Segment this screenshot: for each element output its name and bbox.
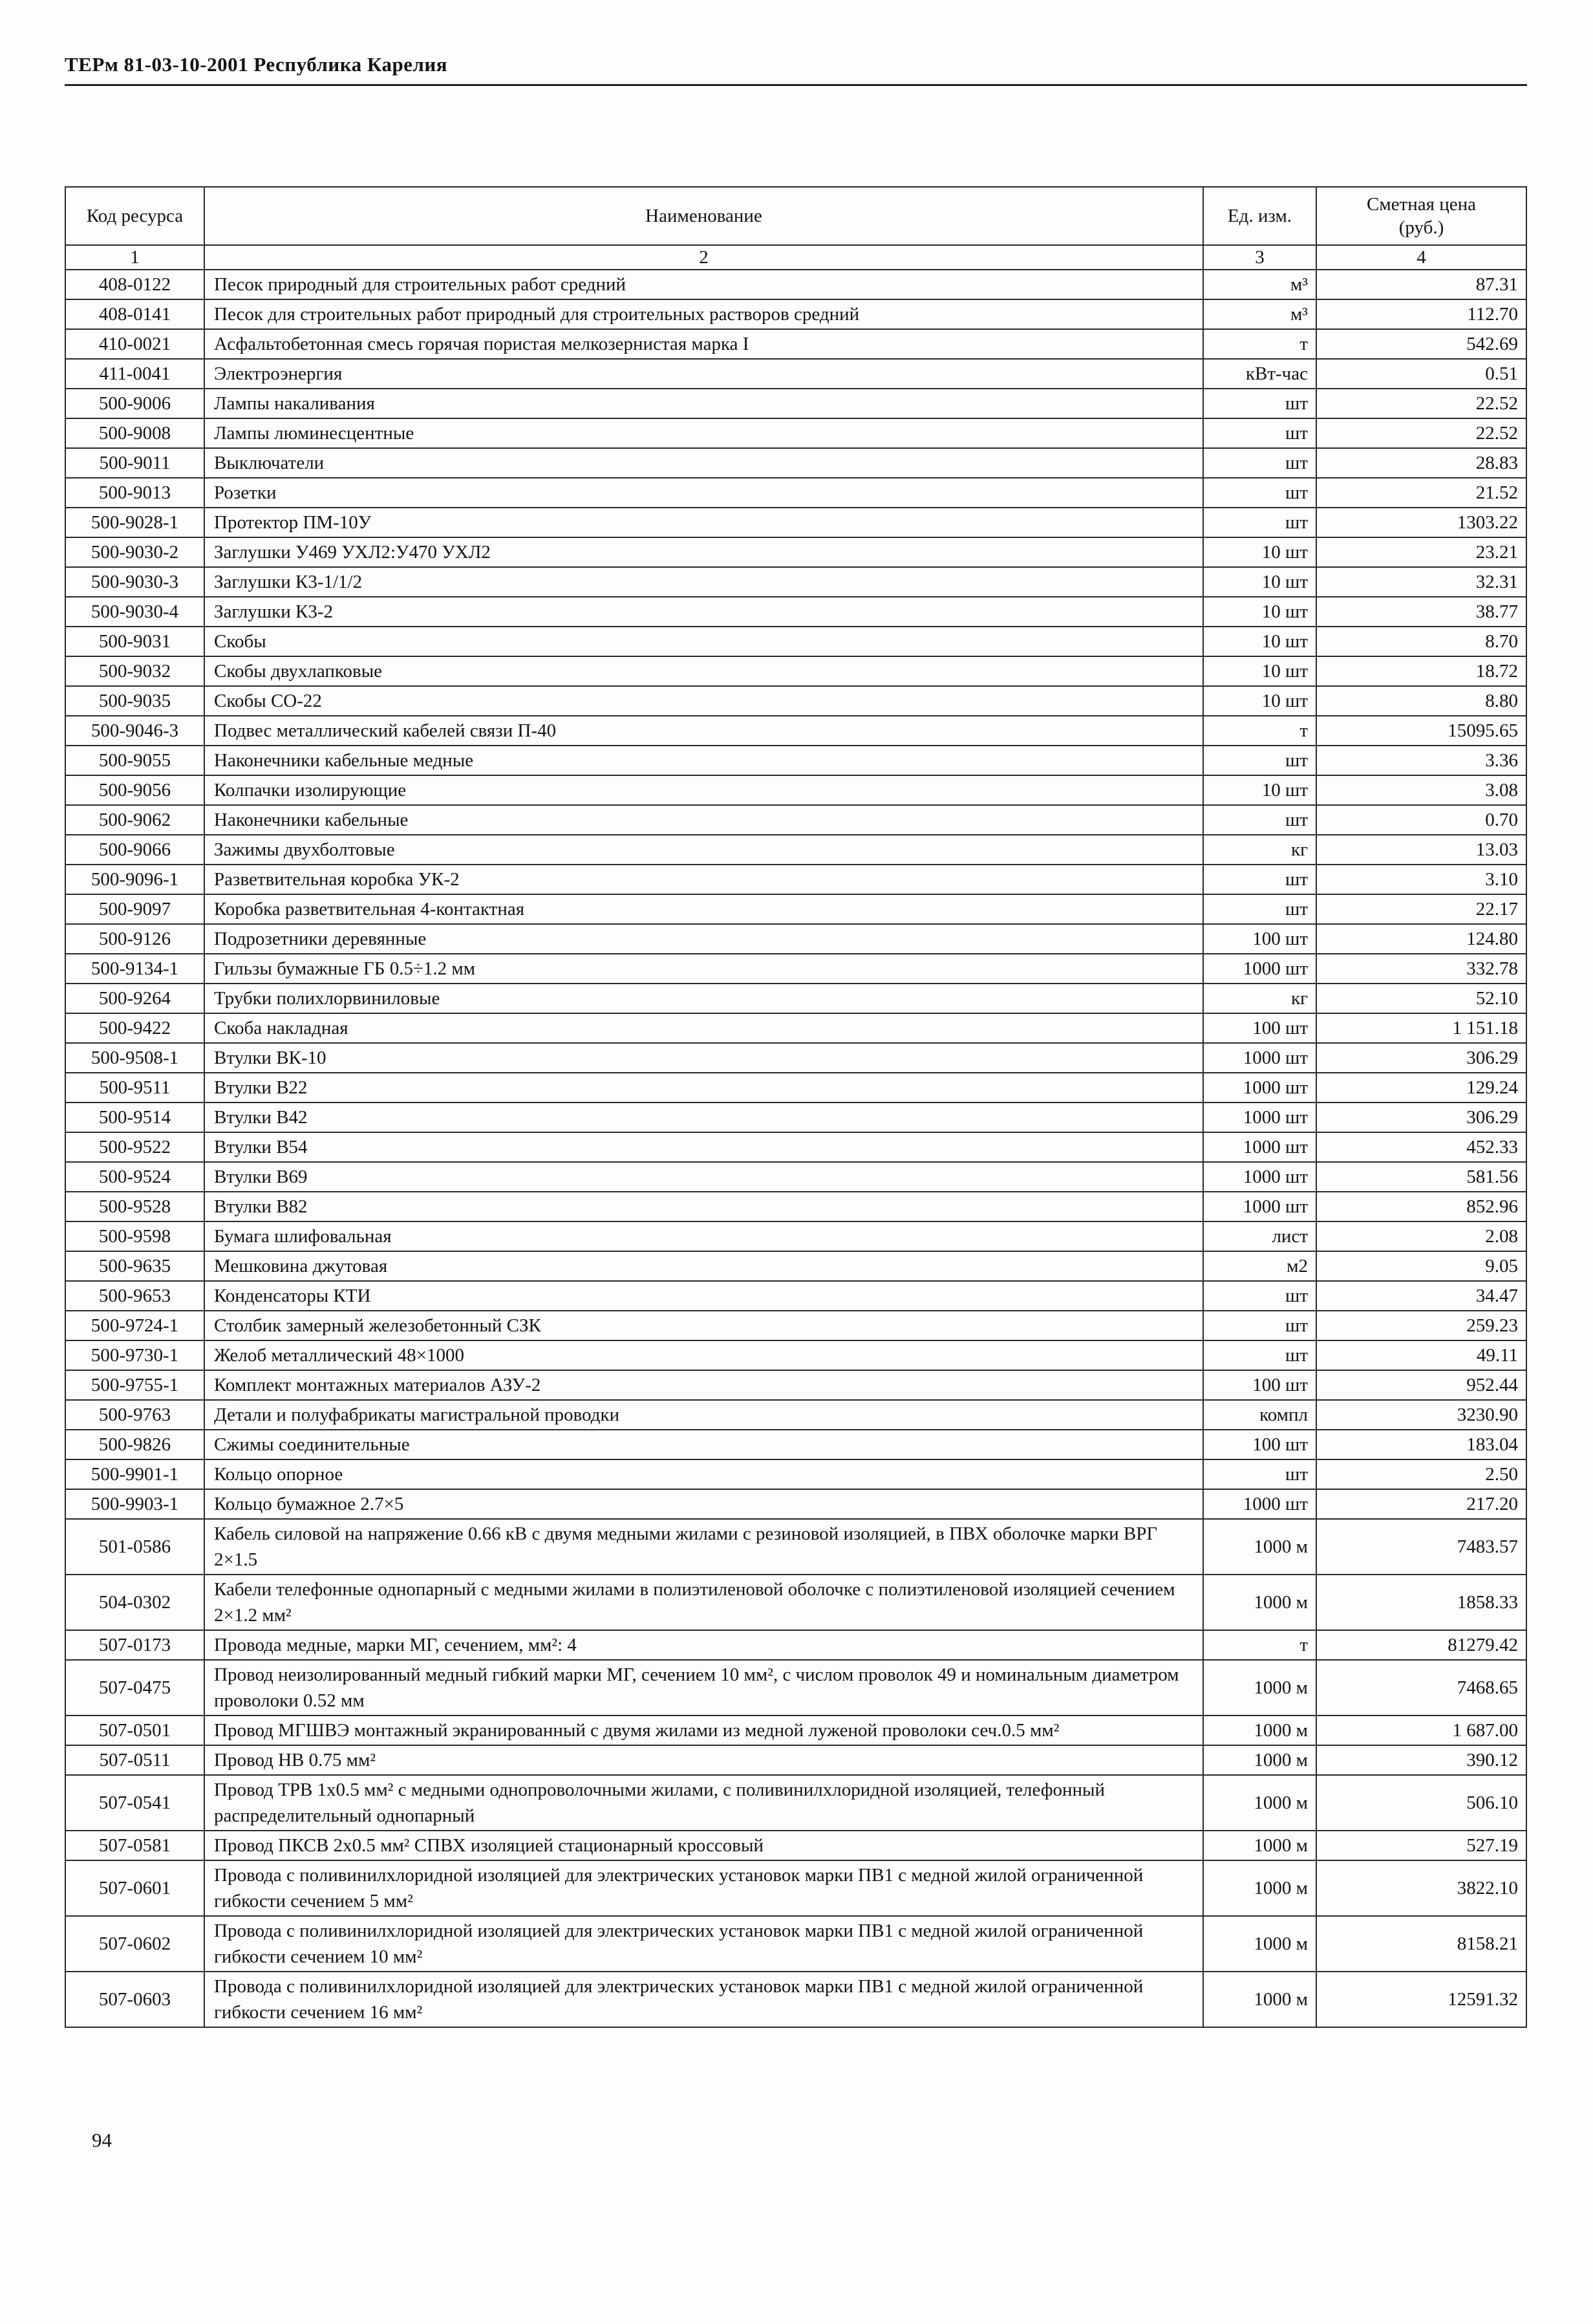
table-row <box>65 537 1526 567</box>
cell-resource-name: Кабель силовой на напряжение 0.66 кВ с двумя медными жилами с резиновой изоляцией, в ПВХ оболочке марки ВРГ 2×1.5 <box>204 1519 1203 1575</box>
cell-price: 49.11 <box>1316 1340 1526 1370</box>
cell-unit: т <box>1203 716 1316 746</box>
cell-price: 542.69 <box>1316 329 1526 359</box>
cell-unit: шт <box>1203 746 1316 775</box>
cell-resource-name: Подвес металлический кабелей связи П-40 <box>204 716 1203 746</box>
cell-resource-name: Трубки полихлорвиниловые <box>204 984 1203 1013</box>
cell-unit: м³ <box>1203 299 1316 329</box>
cell-price: 32.31 <box>1316 567 1526 597</box>
cell-price: 1858.33 <box>1316 1575 1526 1630</box>
table-row <box>65 1221 1526 1251</box>
cell-resource-code: 410-0021 <box>65 329 204 359</box>
cell-unit: шт <box>1203 1459 1316 1489</box>
cell-resource-code: 500-9903-1 <box>65 1489 204 1519</box>
cell-unit: 10 шт <box>1203 686 1316 716</box>
cell-resource-code: 507-0541 <box>65 1775 204 1831</box>
cell-price: 87.31 <box>1316 270 1526 299</box>
cell-resource-name: Лампы люминесцентные <box>204 418 1203 448</box>
cell-resource-name: Провод неизолированный медный гибкий марки МГ, сечением 10 мм², с числом проволок 49 и номинальным диаметром проволоки 0.52 мм <box>204 1660 1203 1716</box>
table-row <box>65 1013 1526 1043</box>
cell-resource-name: Заглушки К3-2 <box>204 597 1203 627</box>
cell-unit: кВт-час <box>1203 359 1316 389</box>
cell-resource-code: 500-9006 <box>65 389 204 418</box>
cell-unit: 1000 м <box>1203 1775 1316 1831</box>
cell-resource-code: 500-9724-1 <box>65 1311 204 1340</box>
cell-resource-name: Столбик замерный железобетонный СЗК <box>204 1311 1203 1340</box>
cell-resource-name: Розетки <box>204 478 1203 508</box>
table-row <box>65 1400 1526 1430</box>
cell-resource-name: Втулки В54 <box>204 1132 1203 1162</box>
cell-price: 306.29 <box>1316 1043 1526 1073</box>
table-row <box>65 716 1526 746</box>
cell-unit: 1000 шт <box>1203 954 1316 984</box>
cell-price: 8158.21 <box>1316 1916 1526 1972</box>
cell-price: 3.10 <box>1316 865 1526 894</box>
cell-unit: 1000 шт <box>1203 1192 1316 1221</box>
cell-price: 7468.65 <box>1316 1660 1526 1716</box>
cell-resource-code: 500-9008 <box>65 418 204 448</box>
cell-unit: кг <box>1203 835 1316 865</box>
cell-resource-name: Конденсаторы КТИ <box>204 1281 1203 1311</box>
cell-unit: 1000 м <box>1203 1860 1316 1916</box>
table-row <box>65 1775 1526 1831</box>
cell-price: 183.04 <box>1316 1430 1526 1459</box>
cell-price: 52.10 <box>1316 984 1526 1013</box>
cell-resource-code: 507-0602 <box>65 1916 204 1972</box>
cell-unit: м³ <box>1203 270 1316 299</box>
cell-unit: шт <box>1203 865 1316 894</box>
cell-resource-name: Бумага шлифовальная <box>204 1221 1203 1251</box>
cell-resource-code: 500-9522 <box>65 1132 204 1162</box>
cell-resource-code: 500-9030-4 <box>65 597 204 627</box>
cell-price: 3230.90 <box>1316 1400 1526 1430</box>
table-row <box>65 1311 1526 1340</box>
table-row <box>65 1459 1526 1489</box>
table-row <box>65 1430 1526 1459</box>
cell-price: 7483.57 <box>1316 1519 1526 1575</box>
cell-resource-name: Протектор ПМ-10У <box>204 508 1203 537</box>
cell-resource-code: 500-9028-1 <box>65 508 204 537</box>
cell-resource-name: Асфальтобетонная смесь горячая пористая мелкозернистая марка I <box>204 329 1203 359</box>
cell-unit: т <box>1203 1630 1316 1660</box>
cell-resource-code: 500-9763 <box>65 1400 204 1430</box>
cell-unit: 1000 м <box>1203 1831 1316 1860</box>
table-row <box>65 746 1526 775</box>
cell-price: 306.29 <box>1316 1103 1526 1132</box>
cell-unit: 100 шт <box>1203 1370 1316 1400</box>
cell-price: 217.20 <box>1316 1489 1526 1519</box>
cell-unit: 10 шт <box>1203 775 1316 805</box>
table-row <box>65 418 1526 448</box>
resource-table <box>65 186 1527 2028</box>
cell-price: 332.78 <box>1316 954 1526 984</box>
table-row <box>65 1281 1526 1311</box>
table-row <box>65 984 1526 1013</box>
column-header-unit: Ед. изм. <box>1203 187 1316 245</box>
cell-unit: шт <box>1203 448 1316 478</box>
table-row <box>65 508 1526 537</box>
document-header <box>65 53 1527 86</box>
table-row <box>65 656 1526 686</box>
cell-resource-name: Кольцо опорное <box>204 1459 1203 1489</box>
cell-unit: шт <box>1203 805 1316 835</box>
table-row <box>65 1831 1526 1860</box>
column-header-name: Наименование <box>204 187 1203 245</box>
cell-unit: шт <box>1203 894 1316 924</box>
table-row <box>65 1660 1526 1716</box>
resource-table-body <box>65 270 1526 2027</box>
cell-price: 28.83 <box>1316 448 1526 478</box>
cell-resource-name: Песок для строительных работ природный для строительных растворов средний <box>204 299 1203 329</box>
cell-resource-code: 500-9013 <box>65 478 204 508</box>
cell-price: 112.70 <box>1316 299 1526 329</box>
cell-resource-code: 507-0501 <box>65 1716 204 1745</box>
cell-unit: 100 шт <box>1203 1430 1316 1459</box>
cell-resource-code: 500-9062 <box>65 805 204 835</box>
table-row <box>65 1575 1526 1630</box>
table-row <box>65 1630 1526 1660</box>
cell-resource-code: 501-0586 <box>65 1519 204 1575</box>
table-row <box>65 1043 1526 1073</box>
cell-resource-name: Мешковина джутовая <box>204 1251 1203 1281</box>
cell-resource-code: 500-9511 <box>65 1073 204 1103</box>
table-row <box>65 1916 1526 1972</box>
cell-resource-code: 507-0603 <box>65 1972 204 2027</box>
cell-unit: 1000 м <box>1203 1519 1316 1575</box>
cell-resource-name: Втулки В42 <box>204 1103 1203 1132</box>
cell-unit: 1000 шт <box>1203 1043 1316 1073</box>
table-row <box>65 1860 1526 1916</box>
cell-resource-name: Детали и полуфабрикаты магистральной проводки <box>204 1400 1203 1430</box>
table-header-row <box>65 187 1526 245</box>
table-row <box>65 627 1526 656</box>
cell-unit: шт <box>1203 1281 1316 1311</box>
cell-unit: 1000 м <box>1203 1972 1316 2027</box>
document-title: ТЕРм 81-03-10-2001 Республика Карелия <box>65 53 447 76</box>
table-row <box>65 478 1526 508</box>
cell-resource-name: Комплект монтажных материалов АЗУ-2 <box>204 1370 1203 1400</box>
cell-unit: 100 шт <box>1203 924 1316 954</box>
cell-price: 3.36 <box>1316 746 1526 775</box>
column-header-price-line2: (руб.) <box>1398 217 1444 238</box>
cell-unit: 10 шт <box>1203 627 1316 656</box>
table-row <box>65 1340 1526 1370</box>
cell-resource-code: 500-9030-2 <box>65 537 204 567</box>
cell-resource-name: Втулки ВК-10 <box>204 1043 1203 1073</box>
table-row <box>65 805 1526 835</box>
cell-resource-name: Провода с поливинилхлоридной изоляцией для электрических установок марки ПВ1 с медной жилой ограниченной гибкости сечением 5 мм² <box>204 1860 1203 1916</box>
cell-unit: шт <box>1203 508 1316 537</box>
cell-resource-name: Колпачки изолирующие <box>204 775 1203 805</box>
cell-price: 581.56 <box>1316 1162 1526 1192</box>
column-number-2: 2 <box>204 245 1203 270</box>
cell-resource-name: Провода с поливинилхлоридной изоляцией для электрических установок марки ПВ1 с медной жилой ограниченной гибкости сечением 16 мм² <box>204 1972 1203 2027</box>
cell-resource-name: Наконечники кабельные медные <box>204 746 1203 775</box>
cell-resource-code: 500-9264 <box>65 984 204 1013</box>
cell-resource-code: 500-9508-1 <box>65 1043 204 1073</box>
cell-resource-code: 500-9598 <box>65 1221 204 1251</box>
table-row <box>65 270 1526 299</box>
table-row <box>65 1489 1526 1519</box>
cell-price: 0.70 <box>1316 805 1526 835</box>
cell-resource-name: Втулки В22 <box>204 1073 1203 1103</box>
cell-resource-name: Провода с поливинилхлоридной изоляцией для электрических установок марки ПВ1 с медной жилой ограниченной гибкости сечением 10 мм² <box>204 1916 1203 1972</box>
cell-resource-code: 500-9097 <box>65 894 204 924</box>
cell-resource-code: 500-9755-1 <box>65 1370 204 1400</box>
table-row <box>65 1103 1526 1132</box>
table-row <box>65 835 1526 865</box>
cell-unit: 100 шт <box>1203 1013 1316 1043</box>
cell-price: 2.08 <box>1316 1221 1526 1251</box>
cell-unit: 1000 шт <box>1203 1073 1316 1103</box>
cell-resource-code: 507-0511 <box>65 1745 204 1775</box>
table-row <box>65 1073 1526 1103</box>
cell-unit: шт <box>1203 1340 1316 1370</box>
table-row <box>65 329 1526 359</box>
cell-price: 15095.65 <box>1316 716 1526 746</box>
cell-resource-name: Электроэнергия <box>204 359 1203 389</box>
cell-resource-code: 500-9030-3 <box>65 567 204 597</box>
cell-resource-code: 507-0581 <box>65 1831 204 1860</box>
column-header-price-line1: Сметная цена <box>1366 194 1476 215</box>
cell-unit: 1000 м <box>1203 1916 1316 1972</box>
table-row <box>65 359 1526 389</box>
cell-unit: 1000 шт <box>1203 1132 1316 1162</box>
cell-price: 38.77 <box>1316 597 1526 627</box>
cell-price: 12591.32 <box>1316 1972 1526 2027</box>
cell-price: 81279.42 <box>1316 1630 1526 1660</box>
cell-resource-code: 500-9055 <box>65 746 204 775</box>
cell-resource-code: 500-9066 <box>65 835 204 865</box>
cell-resource-name: Заглушки У469 УХЛ2:У470 УХЛ2 <box>204 537 1203 567</box>
cell-unit: т <box>1203 329 1316 359</box>
cell-price: 34.47 <box>1316 1281 1526 1311</box>
cell-resource-code: 500-9031 <box>65 627 204 656</box>
cell-resource-code: 500-9524 <box>65 1162 204 1192</box>
cell-resource-name: Провод НВ 0.75 мм² <box>204 1745 1203 1775</box>
cell-resource-code: 507-0173 <box>65 1630 204 1660</box>
cell-resource-code: 500-9046-3 <box>65 716 204 746</box>
cell-unit: 1000 м <box>1203 1660 1316 1716</box>
cell-resource-name: Скобы СО-22 <box>204 686 1203 716</box>
cell-unit: 10 шт <box>1203 537 1316 567</box>
table-row <box>65 1370 1526 1400</box>
cell-resource-name: Кольцо бумажное 2.7×5 <box>204 1489 1203 1519</box>
cell-resource-code: 500-9032 <box>65 656 204 686</box>
cell-resource-code: 500-9056 <box>65 775 204 805</box>
cell-price: 23.21 <box>1316 537 1526 567</box>
cell-unit: компл <box>1203 1400 1316 1430</box>
column-number-row <box>65 245 1526 270</box>
table-row <box>65 1972 1526 2027</box>
table-row <box>65 1251 1526 1281</box>
table-row <box>65 1716 1526 1745</box>
cell-resource-name: Коробка разветвительная 4-контактная <box>204 894 1203 924</box>
cell-price: 952.44 <box>1316 1370 1526 1400</box>
cell-resource-code: 500-9422 <box>65 1013 204 1043</box>
cell-resource-code: 500-9528 <box>65 1192 204 1221</box>
cell-resource-name: Провод ПКСВ 2х0.5 мм² СПВХ изоляцией стационарный кроссовый <box>204 1831 1203 1860</box>
cell-price: 527.19 <box>1316 1831 1526 1860</box>
cell-unit: м2 <box>1203 1251 1316 1281</box>
cell-resource-code: 500-9730-1 <box>65 1340 204 1370</box>
cell-resource-code: 500-9011 <box>65 448 204 478</box>
cell-price: 1303.22 <box>1316 508 1526 537</box>
cell-resource-code: 504-0302 <box>65 1575 204 1630</box>
cell-resource-name: Скоба накладная <box>204 1013 1203 1043</box>
cell-resource-name: Кабели телефонные однопарный с медными жилами в полиэтиленовой оболочке с полиэтиленовой изоляцией сечением 2×1.2 мм² <box>204 1575 1203 1630</box>
cell-resource-name: Втулки В82 <box>204 1192 1203 1221</box>
table-row <box>65 775 1526 805</box>
cell-resource-name: Выключатели <box>204 448 1203 478</box>
cell-price: 124.80 <box>1316 924 1526 954</box>
cell-price: 259.23 <box>1316 1311 1526 1340</box>
table-row <box>65 686 1526 716</box>
cell-unit: 1000 м <box>1203 1575 1316 1630</box>
table-row <box>65 924 1526 954</box>
cell-price: 390.12 <box>1316 1745 1526 1775</box>
cell-price: 13.03 <box>1316 835 1526 865</box>
table-row <box>65 299 1526 329</box>
cell-resource-code: 507-0475 <box>65 1660 204 1716</box>
cell-resource-code: 500-9826 <box>65 1430 204 1459</box>
table-row <box>65 1745 1526 1775</box>
column-number-4: 4 <box>1316 245 1526 270</box>
cell-unit: 10 шт <box>1203 597 1316 627</box>
cell-price: 18.72 <box>1316 656 1526 686</box>
column-number-1: 1 <box>65 245 204 270</box>
cell-price: 2.50 <box>1316 1459 1526 1489</box>
cell-resource-code: 500-9134-1 <box>65 954 204 984</box>
cell-unit: шт <box>1203 418 1316 448</box>
cell-unit: кг <box>1203 984 1316 1013</box>
cell-resource-name: Провода медные, марки МГ, сечением, мм²: 4 <box>204 1630 1203 1660</box>
cell-price: 506.10 <box>1316 1775 1526 1831</box>
cell-unit: 1000 шт <box>1203 1489 1316 1519</box>
table-row <box>65 389 1526 418</box>
cell-price: 22.52 <box>1316 418 1526 448</box>
column-header-code: Код ресурса <box>65 187 204 245</box>
cell-resource-name: Песок природный для строительных работ средний <box>204 270 1203 299</box>
cell-resource-name: Разветвительная коробка УК-2 <box>204 865 1203 894</box>
cell-resource-code: 507-0601 <box>65 1860 204 1916</box>
table-row <box>65 1162 1526 1192</box>
table-row <box>65 448 1526 478</box>
cell-unit: 1000 м <box>1203 1745 1316 1775</box>
cell-resource-code: 500-9126 <box>65 924 204 954</box>
cell-resource-name: Гильзы бумажные ГБ 0.5÷1.2 мм <box>204 954 1203 984</box>
cell-price: 8.80 <box>1316 686 1526 716</box>
cell-resource-code: 408-0141 <box>65 299 204 329</box>
column-header-price <box>1316 187 1526 245</box>
cell-price: 3822.10 <box>1316 1860 1526 1916</box>
cell-resource-name: Зажимы двухболтовые <box>204 835 1203 865</box>
cell-resource-name: Подрозетники деревянные <box>204 924 1203 954</box>
page-number: 94 <box>92 2129 112 2151</box>
cell-price: 8.70 <box>1316 627 1526 656</box>
cell-price: 9.05 <box>1316 1251 1526 1281</box>
cell-resource-code: 500-9096-1 <box>65 865 204 894</box>
cell-unit: шт <box>1203 1311 1316 1340</box>
cell-resource-name: Сжимы соединительные <box>204 1430 1203 1459</box>
table-row <box>65 1132 1526 1162</box>
cell-price: 0.51 <box>1316 359 1526 389</box>
cell-price: 452.33 <box>1316 1132 1526 1162</box>
cell-price: 3.08 <box>1316 775 1526 805</box>
cell-price: 21.52 <box>1316 478 1526 508</box>
cell-resource-code: 500-9035 <box>65 686 204 716</box>
table-row <box>65 1519 1526 1575</box>
cell-resource-code: 500-9901-1 <box>65 1459 204 1489</box>
cell-unit: 10 шт <box>1203 567 1316 597</box>
cell-resource-name: Провод ТРВ 1х0.5 мм² с медными однопроволочными жилами, с поливинилхлоридной изоляцией, телефонный распределительный однопарный <box>204 1775 1203 1831</box>
table-row <box>65 865 1526 894</box>
column-number-3: 3 <box>1203 245 1316 270</box>
cell-resource-name: Наконечники кабельные <box>204 805 1203 835</box>
cell-unit: 10 шт <box>1203 656 1316 686</box>
cell-resource-name: Скобы <box>204 627 1203 656</box>
cell-price: 22.17 <box>1316 894 1526 924</box>
cell-resource-code: 411-0041 <box>65 359 204 389</box>
table-row <box>65 1192 1526 1221</box>
cell-resource-code: 500-9514 <box>65 1103 204 1132</box>
cell-resource-name: Желоб металлический 48×1000 <box>204 1340 1203 1370</box>
table-row <box>65 894 1526 924</box>
cell-resource-code: 500-9635 <box>65 1251 204 1281</box>
cell-resource-name: Скобы двухлапковые <box>204 656 1203 686</box>
cell-resource-name: Втулки В69 <box>204 1162 1203 1192</box>
cell-resource-code: 500-9653 <box>65 1281 204 1311</box>
table-row <box>65 954 1526 984</box>
cell-resource-code: 408-0122 <box>65 270 204 299</box>
table-row <box>65 597 1526 627</box>
cell-unit: 1000 м <box>1203 1716 1316 1745</box>
cell-resource-name: Провод МГШВЭ монтажный экранированный с двумя жилами из медной луженой проволоки сеч.0.5 мм² <box>204 1716 1203 1745</box>
cell-price: 1 687.00 <box>1316 1716 1526 1745</box>
table-row <box>65 567 1526 597</box>
cell-resource-name: Лампы накаливания <box>204 389 1203 418</box>
cell-unit: шт <box>1203 389 1316 418</box>
cell-unit: лист <box>1203 1221 1316 1251</box>
cell-price: 852.96 <box>1316 1192 1526 1221</box>
cell-price: 129.24 <box>1316 1073 1526 1103</box>
cell-price: 22.52 <box>1316 389 1526 418</box>
cell-unit: 1000 шт <box>1203 1162 1316 1192</box>
cell-unit: 1000 шт <box>1203 1103 1316 1132</box>
cell-unit: шт <box>1203 478 1316 508</box>
cell-price: 1 151.18 <box>1316 1013 1526 1043</box>
cell-resource-name: Заглушки К3-1/1/2 <box>204 567 1203 597</box>
